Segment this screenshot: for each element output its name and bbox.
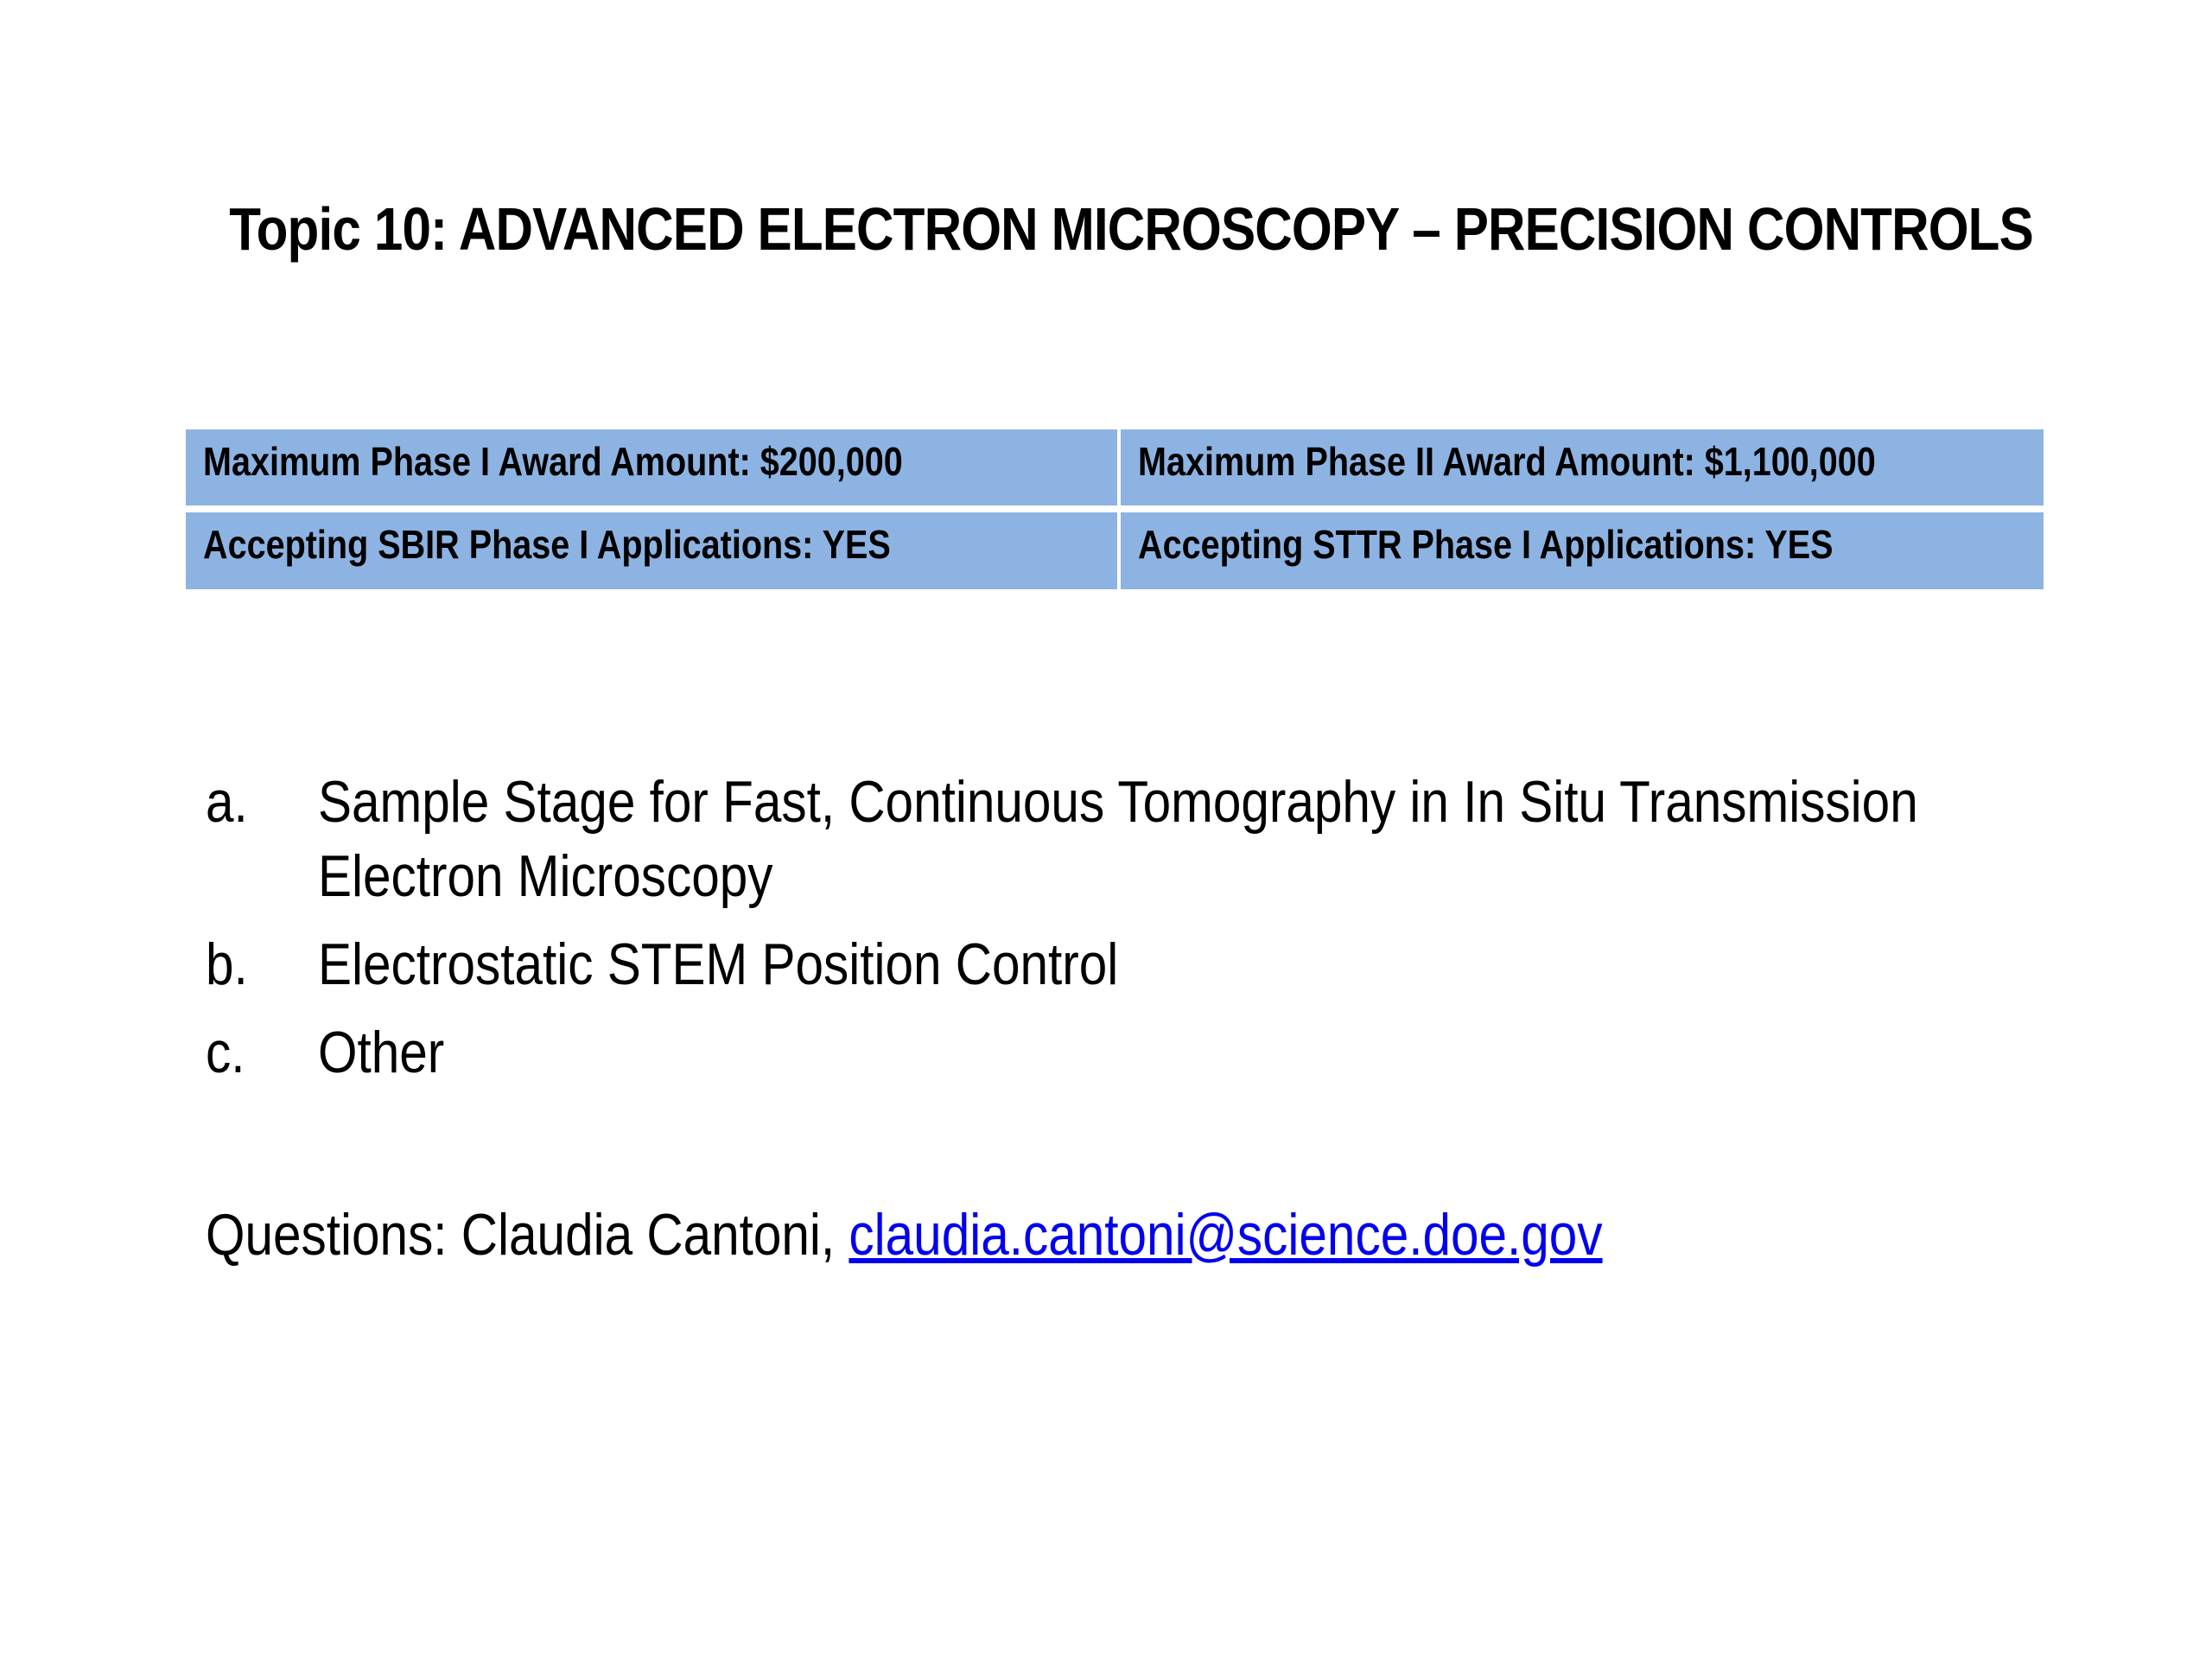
contact-email-link[interactable]: claudia.cantoni@science.doe.gov: [849, 1202, 1603, 1268]
subtopic-item-c: [206, 1015, 2107, 1090]
award-cell-phase1-amount: [186, 429, 1117, 505]
subtopic-list: [206, 765, 2107, 1103]
award-table: [186, 429, 2044, 589]
subtopic-marker: a.: [206, 769, 248, 835]
subtopic-marker: c.: [206, 1020, 245, 1085]
subtopic-text: Electrostatic STEM Position Control: [318, 931, 1119, 997]
questions-line: [206, 1201, 1603, 1268]
subtopic-text-line1: Sample Stage for Fast, Continuous Tomography in In Situ Transmission: [318, 769, 1918, 835]
subtopic-item-a: [206, 765, 2107, 913]
questions-prefix: Questions: Claudia Cantoni,: [206, 1202, 849, 1268]
award-cell-text: Maximum Phase I Award Amount: $200,000: [203, 439, 903, 484]
slide-title: Topic 10: ADVANCED ELECTRON MICROSCOPY – PRECISION CONTROLS: [229, 195, 2033, 263]
award-cell-text: Maximum Phase II Award Amount: $1,100,000: [1138, 439, 1876, 484]
award-cell-sbir-phase1: [186, 512, 1117, 589]
award-cell-phase2-amount: [1121, 429, 2044, 505]
award-cell-sttr-phase1: [1121, 512, 2044, 589]
subtopic-marker: b.: [206, 931, 248, 997]
subtopic-text-line2: Electron Microscopy: [318, 843, 773, 909]
award-cell-text: Accepting SBIR Phase I Applications: YES: [203, 522, 891, 567]
award-cell-text: Accepting STTR Phase I Applications: YES: [1138, 522, 1834, 567]
subtopic-text: Other: [318, 1020, 445, 1085]
subtopic-item-b: [206, 927, 2107, 1001]
